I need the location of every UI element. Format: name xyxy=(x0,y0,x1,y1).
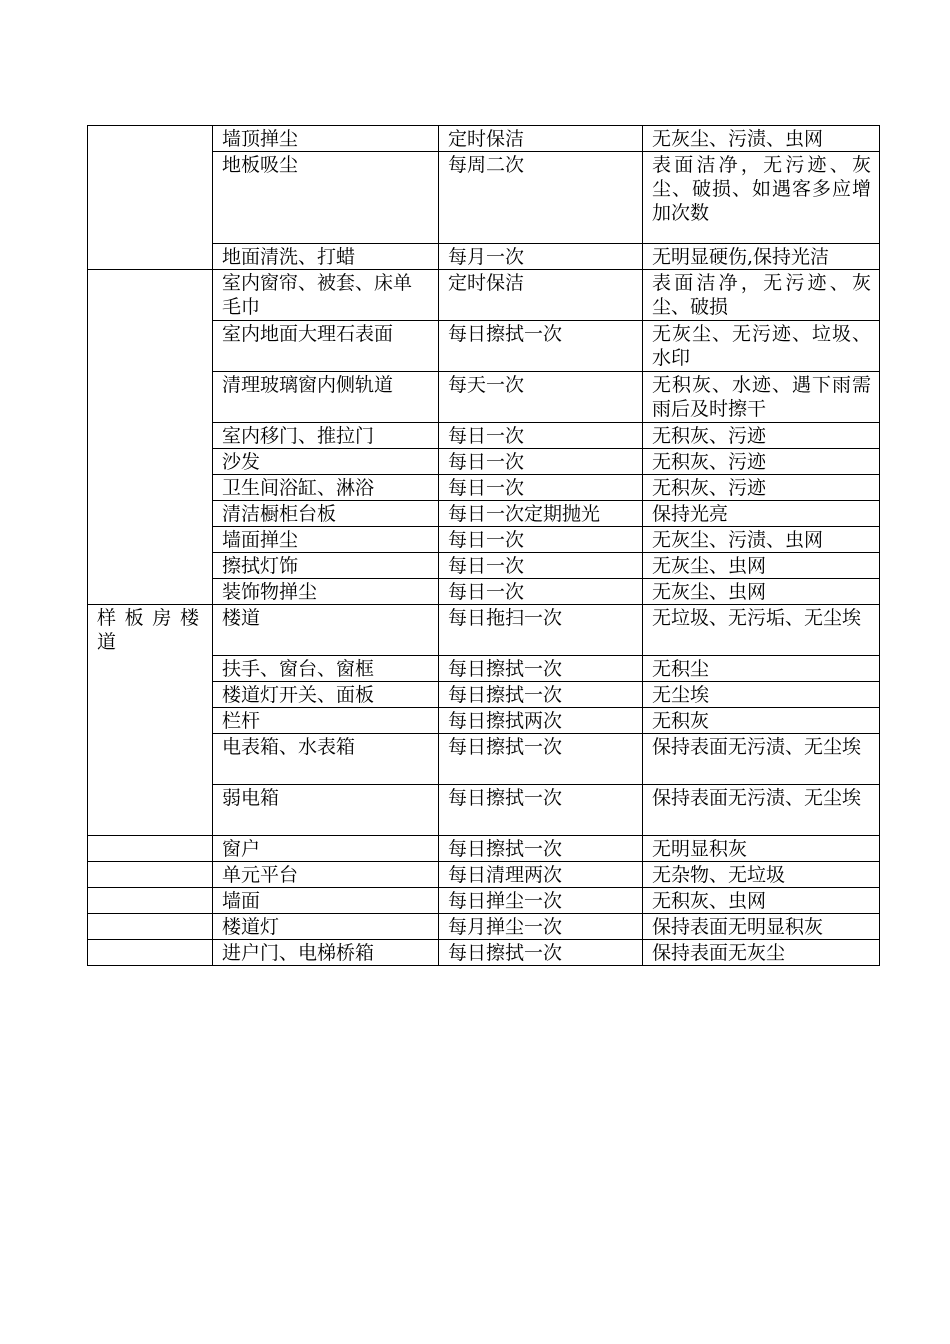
standard-cell: 保持表面无灰尘 xyxy=(643,940,880,966)
standard-cell: 无积灰、虫网 xyxy=(643,888,880,914)
frequency-cell: 每日擦拭两次 xyxy=(439,708,643,734)
area-cell xyxy=(88,914,213,940)
item-cell: 弱电箱 xyxy=(213,785,439,836)
frequency-cell: 每天一次 xyxy=(439,372,643,423)
item-cell: 装饰物掸尘 xyxy=(213,579,439,605)
frequency-cell: 每日一次 xyxy=(439,527,643,553)
frequency-cell: 每日清理两次 xyxy=(439,862,643,888)
item-cell: 电表箱、水表箱 xyxy=(213,734,439,785)
item-cell: 楼道 xyxy=(213,605,439,656)
frequency-cell: 每日擦拭一次 xyxy=(439,940,643,966)
item-cell: 墙顶掸尘 xyxy=(213,126,439,152)
table-body xyxy=(88,126,880,966)
frequency-cell: 每日擦拭一次 xyxy=(439,785,643,836)
standard-cell: 无灰尘、无污迹、垃圾、水印 xyxy=(643,321,880,372)
frequency-cell: 每日擦拭一次 xyxy=(439,836,643,862)
frequency-cell: 每周二次 xyxy=(439,152,643,244)
standard-cell: 无灰尘、虫网 xyxy=(643,553,880,579)
frequency-cell: 每日一次定期抛光 xyxy=(439,501,643,527)
table-row xyxy=(88,862,880,888)
item-cell: 室内窗帘、被套、床单毛巾 xyxy=(213,270,439,321)
table-row xyxy=(88,836,880,862)
item-cell: 楼道灯开关、面板 xyxy=(213,682,439,708)
item-cell: 窗户 xyxy=(213,836,439,862)
frequency-cell: 每日一次 xyxy=(439,423,643,449)
table-row xyxy=(88,270,880,321)
standard-cell: 无灰尘、污渍、虫网 xyxy=(643,126,880,152)
item-cell: 室内移门、推拉门 xyxy=(213,423,439,449)
frequency-cell: 每月掸尘一次 xyxy=(439,914,643,940)
table-row xyxy=(88,914,880,940)
area-cell: 样板房楼道 xyxy=(88,605,213,836)
item-cell: 扶手、窗台、窗框 xyxy=(213,656,439,682)
standard-cell: 无杂物、无垃圾 xyxy=(643,862,880,888)
frequency-cell: 每日擦拭一次 xyxy=(439,656,643,682)
frequency-cell: 每日掸尘一次 xyxy=(439,888,643,914)
standard-cell: 无积灰、污迹 xyxy=(643,449,880,475)
item-cell: 墙面掸尘 xyxy=(213,527,439,553)
standard-cell: 表面洁净，无污迹、灰尘、破损 xyxy=(643,270,880,321)
standard-cell: 无灰尘、污渍、虫网 xyxy=(643,527,880,553)
standard-cell: 无明显积灰 xyxy=(643,836,880,862)
frequency-cell: 每日拖扫一次 xyxy=(439,605,643,656)
item-cell: 墙面 xyxy=(213,888,439,914)
frequency-cell: 定时保洁 xyxy=(439,126,643,152)
frequency-cell: 每日一次 xyxy=(439,449,643,475)
table-row xyxy=(88,940,880,966)
item-cell: 室内地面大理石表面 xyxy=(213,321,439,372)
item-cell: 单元平台 xyxy=(213,862,439,888)
area-cell xyxy=(88,888,213,914)
table-row xyxy=(88,888,880,914)
item-cell: 擦拭灯饰 xyxy=(213,553,439,579)
item-cell: 清理玻璃窗内侧轨道 xyxy=(213,372,439,423)
item-cell: 进户门、电梯桥箱 xyxy=(213,940,439,966)
standard-cell: 无积灰、水迹、遇下雨需雨后及时擦干 xyxy=(643,372,880,423)
frequency-cell: 每日一次 xyxy=(439,475,643,501)
standard-cell: 保持表面无污渍、无尘埃 xyxy=(643,734,880,785)
standard-cell: 保持光亮 xyxy=(643,501,880,527)
frequency-cell: 每日擦拭一次 xyxy=(439,734,643,785)
frequency-cell: 每日擦拭一次 xyxy=(439,321,643,372)
standard-cell: 表面洁净，无污迹、灰尘、破损、如遇客多应增加次数 xyxy=(643,152,880,244)
item-cell: 地板吸尘 xyxy=(213,152,439,244)
standard-cell: 无积灰、污迹 xyxy=(643,475,880,501)
area-cell xyxy=(88,940,213,966)
area-cell xyxy=(88,126,213,270)
frequency-cell: 每月一次 xyxy=(439,244,643,270)
frequency-cell: 每日一次 xyxy=(439,579,643,605)
standard-cell: 保持表面无污渍、无尘埃 xyxy=(643,785,880,836)
item-cell: 栏杆 xyxy=(213,708,439,734)
standard-cell: 保持表面无明显积灰 xyxy=(643,914,880,940)
standard-cell: 无积灰、污迹 xyxy=(643,423,880,449)
item-cell: 卫生间浴缸、淋浴 xyxy=(213,475,439,501)
frequency-cell: 定时保洁 xyxy=(439,270,643,321)
item-cell: 沙发 xyxy=(213,449,439,475)
area-cell xyxy=(88,270,213,605)
item-cell: 地面清洗、打蜡 xyxy=(213,244,439,270)
area-cell xyxy=(88,862,213,888)
table-row xyxy=(88,126,880,152)
frequency-cell: 每日一次 xyxy=(439,553,643,579)
standard-cell: 无尘埃 xyxy=(643,682,880,708)
table-row xyxy=(88,605,880,656)
standard-cell: 无积灰 xyxy=(643,708,880,734)
frequency-cell: 每日擦拭一次 xyxy=(439,682,643,708)
standard-cell: 无垃圾、无污垢、无尘埃 xyxy=(643,605,880,656)
area-cell xyxy=(88,836,213,862)
standard-cell: 无灰尘、虫网 xyxy=(643,579,880,605)
cleaning-standards-table xyxy=(87,125,880,966)
item-cell: 楼道灯 xyxy=(213,914,439,940)
standard-cell: 无明显硬伤,保持光洁 xyxy=(643,244,880,270)
standard-cell: 无积尘 xyxy=(643,656,880,682)
item-cell: 清洁橱柜台板 xyxy=(213,501,439,527)
